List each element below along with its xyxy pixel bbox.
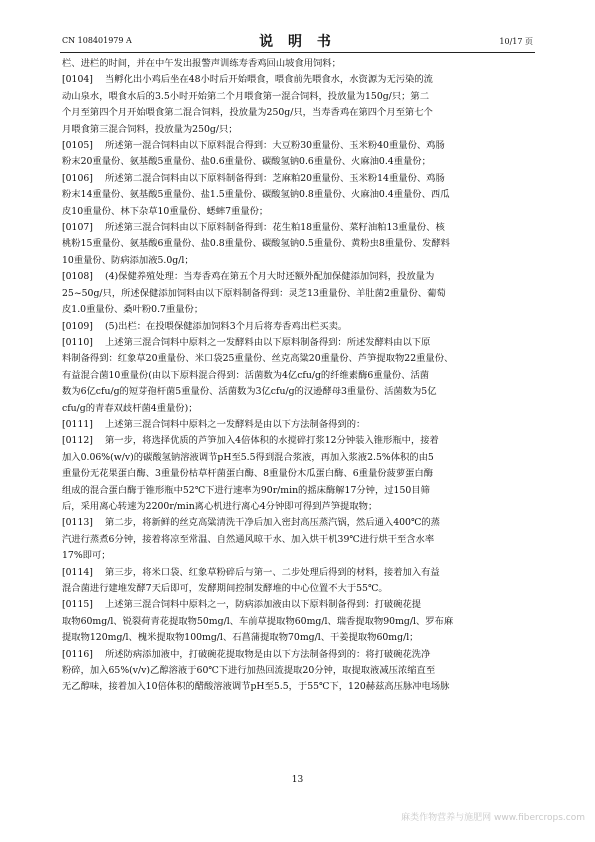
text-line: 上述第三混合饲料中原料之一发酵料由以下原料制备得到：所述发酵料由以下原 (105, 336, 431, 348)
paragraph (62, 72, 534, 138)
text-line: 个月至第四个月开始喂食第二混合饲料，投放量为250g/只，当寿香鸡在第四个月至第七个 (62, 107, 433, 119)
paragraph (62, 319, 534, 335)
text-line: 上述第三混合饲料中原料之一，防病添加液由以下原料制备得到：打破碗花提 (105, 599, 422, 611)
text-line: 皮10重量份、林下杂草10重量份、蟋蟀7重量份； (62, 205, 269, 217)
document-title: 说 明 书 (259, 34, 336, 50)
paragraph-number: [0114] (62, 566, 93, 578)
paragraph (62, 138, 534, 171)
text-line: 所述第二混合饲料由以下原料制备得到：芝麻粕20重量份、玉米粉14重量份、鸡肠 (105, 172, 445, 184)
paragraph-number: [0112] (62, 435, 93, 447)
text-line: 重量份无花果蛋白酶、3重量份枯草杆菌蛋白酶、8重量份木瓜蛋白酶、6重量份菠萝蛋白酶 (62, 468, 434, 480)
paragraph (62, 417, 534, 433)
paragraph-text (105, 319, 534, 335)
paragraph (62, 269, 534, 318)
text-line: 粉末14重量份、氨基酸5重量份、盐1.5重量份、碳酸氢钠0.8重量份、火麻油0.4重量份、西瓜 (62, 189, 450, 201)
paragraph-number: [0105] (62, 140, 93, 152)
site-watermark: 麻类作物营养与施肥网 www.fibercrops.com (401, 813, 585, 823)
text-line: 数为6亿cfu/g的短芽孢杆菌5重量份、活菌数为3亿cfu/g的汉逊酵母3重量份、活菌数为5亿 (62, 386, 437, 398)
paragraph-number: [0113] (62, 517, 93, 529)
text-line: 第一步，将选择优质的芦笋加入4倍体积的水搅碎打浆12分钟装入锥形瓶中，接着 (105, 435, 439, 447)
paragraph (62, 433, 534, 515)
text-line: 上述第三混合饲料中原料之一发酵料是由以下方法制备得到的： (105, 418, 366, 430)
text-line: 桃粉15重量份、氨基酸6重量份、盐0.8重量份、碳酸氢钠0.5重量份、黄粉虫8重量份、发酵料 (62, 238, 450, 250)
page-number: 13 (291, 775, 304, 785)
paragraph-text (62, 56, 534, 72)
paragraph-number: [0110] (62, 336, 93, 348)
text-line: 加入0.06%(w/v)的碳酸氢钠溶液调节pH至5.5得到混合浆液，再加入浆液2.5%体积的由5 (62, 451, 434, 463)
text-line: 10重量份、防病添加液5.0g/l； (62, 254, 194, 266)
text-line: 第三步，将米口袋、红象草粉碎后与第一、二步处理后得到的材料，接着加入有益 (105, 566, 440, 578)
paragraph-text (105, 417, 534, 433)
text-line: 后，采用离心转速为2200r/min离心机进行离心4分钟即可得到芦笋提取物； (62, 500, 378, 512)
text-line: 所述第一混合饲料由以下原料混合得到：大豆粉30重量份、玉米粉40重量份、鸡肠 (105, 140, 445, 152)
text-line: 月喂食第三混合饲料，投放量为250g/只； (62, 123, 238, 135)
paragraph-number: [0106] (62, 172, 93, 184)
text-line: 粉碎，加入65%(v/v)乙醇溶液于60℃下进行加热回流提取20分钟，取提取液减压浓缩直至 (62, 665, 436, 677)
text-line: 动山泉水，喂食水后的3.5小时开始第二个月喂食第一混合饲料，投放量为150g/只；第二 (62, 90, 430, 102)
text-line: 混合菌进行建堆发酵7天后即可，发酵期间控制发酵堆的中心位置不大于55℃。 (62, 583, 388, 594)
paragraph-number: [0104] (62, 74, 93, 86)
text-line: 第二步，将新鲜的丝克高粱清洗干净后加入密封高压蒸汽锅，然后通入400℃的蒸 (105, 517, 440, 529)
paragraph (62, 220, 534, 269)
paragraph-number: [0107] (62, 222, 93, 234)
text-line: 无乙醇味，接着加入10倍体积的醋酸溶液调节pH至5.5，于55℃下，120赫兹高压脉冲电场脉 (62, 681, 450, 693)
text-line: 所述防病添加液中，打破碗花提取物是由以下方法制备得到的：将打破碗花洗净 (105, 648, 431, 660)
text-line: 所述第三混合饲料由以下原料制备得到：花生粕18重量份、菜籽油粕13重量份、核 (105, 222, 445, 234)
text-line: 汽进行蒸煮6分钟，接着将凉至常温、自然通风晾干水、加入烘干机39℃进行烘干至含水率 (62, 533, 435, 545)
text-line: 组成的混合蛋白酶于锥形瓶中52℃下进行速率为90r/min的摇床酶解17分钟，过150目筛 (62, 484, 430, 496)
text-line: (4)保健养殖处理：当寿香鸡在第五个月大时还额外配加保健添加饲料，投放量为 (105, 271, 435, 283)
text-line: 提取物120mg/l、槐米提取物100mg/l、石菖蒲提取物70mg/l、干姜提取物60mg/l； (62, 632, 419, 644)
paragraph (62, 565, 534, 598)
text-line: 栏、进栏的时间，并在中午发出报警声训练寿香鸡回山坡食用饲料； (62, 58, 341, 69)
text-line: 有益混合菌10重量份(由以下原料混合得到：活菌数为4亿cfu/g的纤维素酶6重量份、活菌 (62, 369, 430, 381)
text-line: cfu/g的青春双歧杆菌4重量份)； (62, 402, 198, 414)
text-line: (5)出栏：在投喂保健添加饲料3个月后将寿香鸡出栏买卖。 (105, 320, 348, 332)
paragraph (62, 171, 534, 220)
text-line: 17%即可； (62, 550, 111, 562)
text-line: 25~50g/只，所述保健添加饲料由以下原料制备得到：灵芝13重量份、羊肚菌2重量份、葡萄 (62, 287, 446, 299)
paragraph-number: [0115] (62, 599, 93, 611)
text-line: 取物60mg/l、锐裂荷青花提取物50mg/l、车前草提取物60mg/l、瑞香提取物90mg/l、罗布麻 (62, 615, 454, 627)
header-divider (60, 52, 535, 53)
paragraph-number: [0116] (62, 648, 93, 660)
text-line: 粉末20重量份、氨基酸5重量份、盐0.6重量份、碳酸氢钠0.6重量份、火麻油0.4重量份； (62, 156, 431, 168)
paragraph (62, 515, 534, 564)
document-body (62, 56, 534, 696)
paragraph (62, 647, 534, 696)
paragraph-number: [0108] (62, 271, 93, 283)
paragraph (62, 597, 534, 646)
paragraph-number: [0109] (62, 320, 93, 332)
text-line: 料制备得到：红象草20重量份、米口袋25重量份、丝克高粱20重量份、芦笋提取物22重量份、 (62, 353, 454, 365)
text-line: 当孵化出小鸡后坐在48小时后开始喂食，喂食前先喂食水，水资源为无污染的流 (105, 74, 433, 86)
paragraph-number: [0111] (62, 418, 93, 430)
patent-number: CN 108401979 A (62, 36, 132, 45)
page-indicator: 10/17 页 (499, 37, 533, 46)
text-line: 皮1.0重量份、桑叶粉0.7重量份； (62, 304, 204, 316)
paragraph (62, 56, 534, 72)
paragraph (62, 335, 534, 417)
